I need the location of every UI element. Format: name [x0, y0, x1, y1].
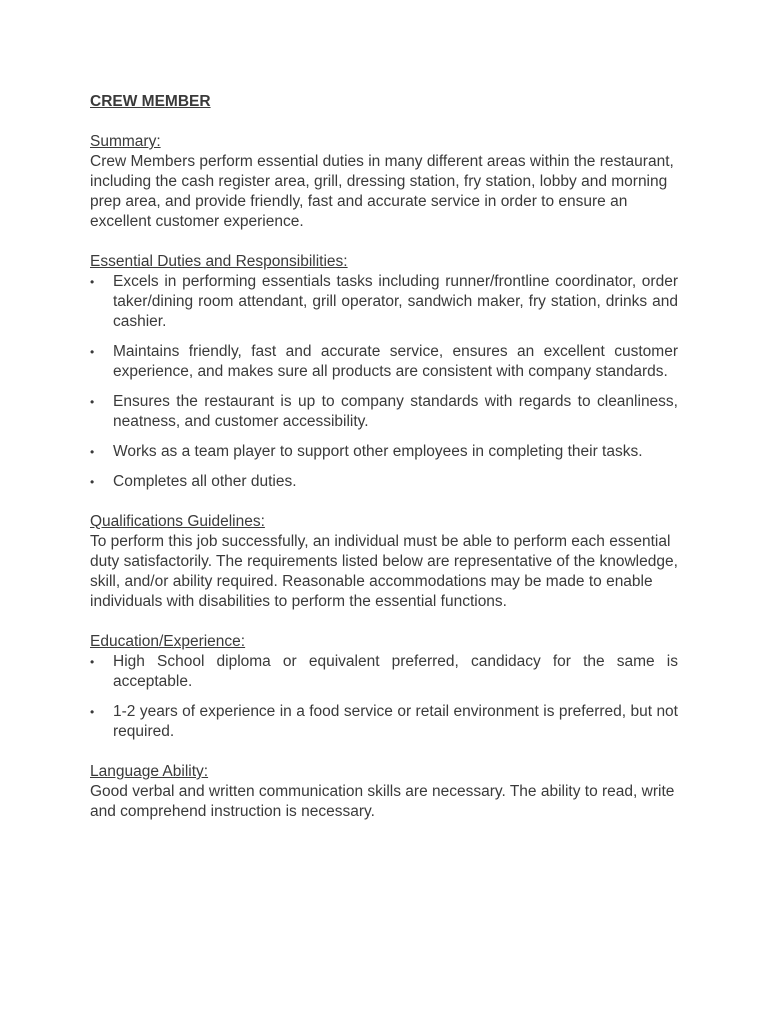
duty-text: Ensures the restaurant is up to company standards with regards to cleanliness, neatness, and customer accessibility. — [113, 393, 678, 430]
duty-text: Works as a team player to support other employees in completing their tasks. — [113, 443, 643, 460]
education-text: High School diploma or equivalent preferred, candidacy for the same is acceptable. — [113, 653, 678, 690]
list-item — [90, 442, 678, 462]
bullet-icon: • — [90, 475, 95, 489]
summary-heading: Summary: — [90, 133, 161, 150]
summary-section — [90, 132, 678, 232]
bullet-icon: • — [90, 395, 95, 409]
duty-text: Maintains friendly, fast and accurate service, ensures an excellent customer experience, and makes sure all products are consistent with company standards. — [113, 343, 678, 380]
list-item — [90, 652, 678, 692]
education-list — [90, 652, 678, 742]
education-text: 1-2 years of experience in a food service or retail environment is preferred, but not required. — [113, 703, 678, 740]
duties-section — [90, 252, 678, 492]
bullet-icon: • — [90, 655, 95, 669]
bullet-icon: • — [90, 345, 95, 359]
document-title: CREW MEMBER — [90, 93, 211, 110]
education-section — [90, 632, 678, 742]
list-item — [90, 272, 678, 332]
list-item — [90, 472, 678, 492]
duties-heading: Essential Duties and Responsibilities: — [90, 253, 348, 270]
bullet-icon: • — [90, 445, 95, 459]
qualifications-heading: Qualifications Guidelines: — [90, 513, 265, 530]
list-item — [90, 342, 678, 382]
summary-text: Crew Members perform essential duties in many different areas within the restaurant, including the cash register area, grill, dressing station, fry station, lobby and morning prep area, and provide friendly, fast and accurate service in order to ensure an excellent customer experience. — [90, 153, 674, 230]
qualifications-text: To perform this job successfully, an individual must be able to perform each essential duty satisfactorily. The requirements listed below are representative of the knowledge, skill, and/or ability required. Reasonable accommodations may be made to enable individuals with disabilities to perform the essential functions. — [90, 533, 678, 610]
list-item — [90, 702, 678, 742]
document-page — [90, 92, 678, 842]
language-section — [90, 762, 678, 822]
education-heading: Education/Experience: — [90, 633, 246, 650]
language-heading: Language Ability: — [90, 763, 209, 780]
duty-text: Excels in performing essentials tasks including runner/frontline coordinator, order taker/dining room attendant, grill operator, sandwich maker, fry station, drinks and cashier. — [113, 273, 678, 330]
qualifications-section — [90, 512, 678, 612]
bullet-icon: • — [90, 275, 95, 289]
language-text: Good verbal and written communication skills are necessary. The ability to read, write and comprehend instruction is necessary. — [90, 783, 675, 820]
duty-text: Completes all other duties. — [113, 473, 297, 490]
bullet-icon: • — [90, 705, 95, 719]
list-item — [90, 392, 678, 432]
duties-list — [90, 272, 678, 492]
